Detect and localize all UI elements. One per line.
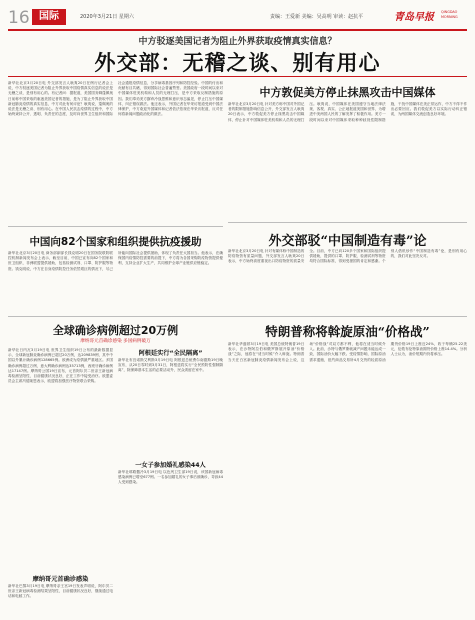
aid-headline: 中国向82个国家和组织提供抗疫援助 xyxy=(29,236,202,248)
masthead-rule xyxy=(8,29,467,31)
masthead xyxy=(0,0,475,30)
logo-sub-1: QINGDAO xyxy=(441,10,458,14)
editor-credits: 责编：王爱新 美编：吴高明 审读：赵抗平 xyxy=(270,14,364,20)
wedding-column xyxy=(118,460,223,572)
monaco-headline: 摩纳哥元首确诊感染 xyxy=(32,576,89,583)
section-label: 国际 xyxy=(39,11,59,22)
media-article xyxy=(228,84,467,218)
argentina-column xyxy=(118,348,223,458)
global-subtitle: 摩纳哥元首确诊感染 多国病例破万 xyxy=(80,339,151,344)
page-number: 16 xyxy=(8,8,30,28)
made-in-china-headline: 外交部驳“中国制造有毒”论 xyxy=(268,234,427,249)
divider-right-mid xyxy=(228,222,467,223)
media-body: 新华社北京3月20日电 针对美方称中国对外国记者的限制措施影响信息公开，外交部发言人耿爽20日表示，中方敦促美方停止抹黑攻击中国媒体，停止针对中国媒体驻美机构和人员的无理打压。耿爽说，中国媒体在美国遵守当地法律法规，客观、真实、公正地报道美国和世界，为增进中美两国人民的了解发挥了积极作用。美方一段时间以来对中国媒体采取种种歧视性限制措施，干扰中国媒体在美正常运作，中方不得不作出必要回应。我们敦促美方以实际行动纠正错误，为两国媒体交流创造良好环境。 xyxy=(228,102,467,122)
trump-body: 新华社华盛顿3月19日电 美国总统特朗普19日表示，在沙特阿拉伯和俄罗斯展开原油“价格战”之际，他将在“适当时候”介入斡旋。特朗普当天在白宫新冠肺炎疫情新闻发布会上说，这场“价格战”对双方都不利，他将在适当时候介入。此前，沙特与俄罗斯就减产问题未能达成一致，国际油价大幅下跌。受疫情影响，国际原油需求萎缩，纽约商品交易所4月交货的轻质原油期货价格19日上涨近24%，收于每桶25.22美元，伦敦布伦特原油期货价格上涨14.4%。分析人士认为，油价短期内仍将承压。 xyxy=(228,342,467,362)
global-body: 新华社日内瓦3月19日电 世界卫生组织19日公布的最新数据显示，全球新冠肺炎确诊病例已超过20万例，达209839例，其中中国以外累计确诊病例128665例。欧洲成为疫情最严重地区。多国确诊病例超过万例，意大利确诊病例达35713例，西班牙确诊病例达17147例。摩纳哥公国19日宣布，元首阿尔贝二世亲王新冠病毒检测呈阳性，目前健康状况良好，正在工作中接受治疗。欧盟委员会主席冯德莱恩表示，欧盟将加强医疗物资联合采购。 xyxy=(8,348,113,384)
lead-headline: 外交部：无稽之谈、别有用心 xyxy=(94,50,381,75)
newspaper-logo xyxy=(394,6,466,28)
logo-text: 青岛早报 xyxy=(394,12,434,23)
section-badge xyxy=(32,9,66,25)
divider-left-mid xyxy=(8,226,223,227)
aid-body: 新华社北京3月20日电 商务部副部长钱克明20日在国务院联防联控机制新闻发布会上表示，截至目前，中国已宣布向82个国家和世卫组织、非洲联盟提供援助，包括检测试剂、口罩、防护服等物资。钱克明说，中方在自身疫情防控任务依然艰巨的情况下，尽己所能向国际社会提供援助，体现了负责任大国担当。他表示，在确保国内疫情防控需要的前提下，中方将为各国采购防疫物资提供便利，支持企业扩大生产，共同维护全球产业链供应链稳定。 xyxy=(8,251,223,271)
logo-sub-2: MORNING xyxy=(441,15,458,19)
argentina-body: 新华社布宜诺斯艾利斯3月19日电 阿根廷总统费尔南德斯19日晚宣布，从20日零时到3月31日，阿根廷将实行“全民预防性强制隔离”，除保障基本生活的必要活动外，民众须留在家中。 xyxy=(118,358,223,373)
divider-bottom xyxy=(8,316,467,317)
wedding-body: 新华社耶路撒冷3月19日电 以色列卫生部19日说，该国新冠病毒感染病例已增至677例。一名参加婚礼的女子事后被确诊，导致44人受到感染。 xyxy=(118,470,223,485)
lead-underline xyxy=(8,76,467,77)
aid-article xyxy=(8,228,223,312)
monaco-article xyxy=(8,574,113,616)
made-in-china-article xyxy=(228,224,467,310)
issue-date: 2020年3月21日 星期六 xyxy=(80,14,134,20)
monaco-body: 新华社巴黎3月19日电 摩纳哥亲王宫19日发表声明说，阿尔贝二世亲王新冠病毒检测结果呈阳性，目前健康状况良好，继续通过电话和电邮工作。 xyxy=(8,584,113,599)
argentina-headline: 阿根廷实行“全民隔离” xyxy=(138,350,203,357)
made-in-china-body: 新华社北京3月20日电 针对有媒体称中国制造的防疫物资有质量问题，外交部发言人耿爽20日表示，中方始终高度重视出口防疫物资的质量安全。目前，中方已向120多个国家和国际组织提供援助，提供的口罩、防护服、检测试剂等物资均符合国际标准，得到受援国的肯定和感谢。个别人借机炒作“中国制造有毒”论，是别有用心的，我们对此坚决反对。 xyxy=(228,249,467,264)
media-headline: 中方敦促美方停止抹黑攻击中国媒体 xyxy=(259,86,436,99)
lead-body: 新华社北京3月20日电 外交部发言人耿爽20日在例行记者会上说，中方驳逐美国记者为阻止外界获取中国疫情真实信息的说法是无稽之谈，是别有用心的。有记者问：据报道，美国国务卿蓬佩奥日前称中国采取的驱逐美国记者的措施，是为了阻止外界获取中国新冠肺炎疫情的真实信息，中方对此有何评论？耿爽说，蓬佩奥的说法是无稽之谈、别有用心。在中国人民抗击疫情的过程中，中方始终秉持公开、透明、负责任的态度，及时向世界卫生组织和国际社会通报疫情信息，分享病毒基因序列和防控经验。中国的付出和贡献有目共睹，得到国际社会普遍赞誉。美国政府一段时间以来对中国媒体驻美机构和人员的无理打压，是中方采取反制措施的原因。我们奉劝美方摒弃冷战思维和意识形态偏见，停止打压中国媒体，纠正错误做法。他还表示，外国记者在华采访报道受到中国法律保护，中方欢迎外国媒体和记者依法依规在华采访报道，反对任何将新闻问题政治化的做法。 xyxy=(8,81,223,117)
global-headline: 全球确诊病例超过20万例 xyxy=(52,324,179,337)
wedding-headline: 一女子参加婚礼感染44人 xyxy=(135,462,206,469)
trump-oil-article xyxy=(228,320,467,616)
global-cases-article xyxy=(8,320,223,616)
trump-headline: 特朗普称将斡旋原油“价格战” xyxy=(265,324,430,339)
lead-kicker: 中方驳逐美国记者为阻止外界获取疫情真实信息？ xyxy=(138,37,337,47)
